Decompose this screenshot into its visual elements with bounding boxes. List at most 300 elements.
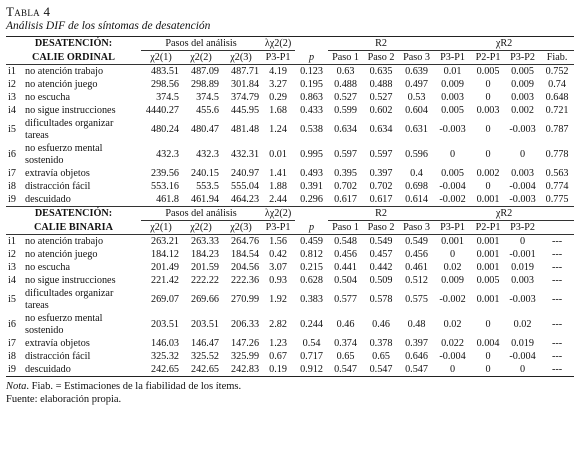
cell-value: 0.005 — [476, 275, 500, 286]
cell-value: 0.614 — [405, 194, 428, 205]
cell-value: 1.56 — [269, 236, 287, 247]
cell-value: 0.639 — [405, 66, 428, 77]
cell-value: 221.42 — [150, 275, 179, 286]
item-label: dificultades organizar tareas — [25, 288, 114, 311]
item-id: i3 — [8, 92, 16, 103]
cell-value: 204.56 — [231, 262, 260, 273]
cell-value: 240.97 — [231, 168, 260, 179]
group-header-lambda: λχ2(2) — [261, 37, 295, 51]
column-header: Paso 2 — [363, 221, 399, 235]
table-row — [6, 78, 574, 91]
table-row — [6, 261, 574, 274]
cell-value: 239.56 — [150, 168, 179, 179]
column-header: P2-P1 — [471, 51, 505, 65]
item-id: i9 — [8, 364, 16, 375]
column-header: Paso 2 — [363, 51, 399, 65]
cell-value: 0.547 — [334, 364, 357, 375]
cell-value: 4440.27 — [145, 105, 179, 116]
cell-value: 0.215 — [300, 262, 323, 273]
cell-value: 445.95 — [231, 105, 260, 116]
column-header: χ2(3) — [221, 221, 261, 235]
cell-value: 1.24 — [269, 123, 287, 135]
cell-value: 146.03 — [150, 338, 179, 349]
table-row — [6, 235, 574, 249]
cell-value: 0.397 — [369, 168, 393, 179]
cell-value: 0 — [485, 364, 491, 375]
cell-value: 0.442 — [369, 262, 393, 273]
group-header-r2: R2 — [328, 37, 434, 51]
cell-value: 0.702 — [369, 181, 393, 192]
cell-value: 0.721 — [545, 105, 569, 116]
cell-value: 553.5 — [196, 181, 219, 192]
cell-value: 184.23 — [190, 249, 219, 260]
cell-value: 0.004 — [476, 338, 500, 349]
cell-value: 0.597 — [334, 148, 357, 160]
table-row — [6, 104, 574, 117]
cell-value: 0.01 — [269, 148, 287, 160]
cell-value: 0.001 — [476, 194, 500, 205]
cell-value: 0.493 — [300, 168, 323, 179]
cell-value: -0.003 — [509, 293, 536, 305]
cell-value: 487.71 — [231, 66, 260, 77]
cell-value: 184.54 — [231, 249, 260, 260]
cell-value: 0.563 — [545, 168, 569, 179]
item-id: i5 — [8, 293, 16, 305]
cell-value: 0.717 — [300, 351, 323, 362]
cell-value: 0.604 — [405, 105, 428, 116]
cell-value: 0.009 — [441, 275, 464, 286]
table-note — [6, 380, 574, 406]
cell-value: 0.628 — [300, 275, 323, 286]
cell-value: 0.635 — [369, 66, 393, 77]
cell-value: -0.002 — [439, 194, 466, 205]
column-header: P3-P1 — [434, 221, 471, 235]
cell-value: 0.003 — [511, 92, 534, 103]
cell-value: 0.456 — [334, 249, 357, 260]
cell-value: 0 — [485, 148, 491, 160]
cell-value: 0.001 — [476, 262, 500, 273]
cell-value: 1.68 — [269, 105, 287, 116]
cell-value: 242.83 — [231, 364, 260, 375]
cell-value: 0.538 — [300, 123, 323, 135]
cell-value: 0.019 — [511, 338, 534, 349]
item-label: distracción fácil — [25, 181, 91, 192]
cell-value: 0.003 — [511, 275, 534, 286]
cell-value: 263.33 — [190, 236, 219, 247]
cell-value: 0.93 — [269, 275, 287, 286]
table-row — [6, 91, 574, 104]
item-label: dificultades organizar tareas — [25, 118, 114, 141]
item-id: i8 — [8, 181, 16, 192]
table-row — [6, 312, 574, 337]
cell-value: 0.02 — [443, 262, 462, 273]
cell-value: 461.94 — [190, 194, 219, 205]
cell-value: 0.42 — [269, 249, 287, 260]
section-header-row — [6, 207, 574, 221]
cell-value: 0.488 — [334, 79, 357, 90]
cell-value: 0.374 — [334, 338, 357, 349]
cell-value: 325.99 — [231, 351, 260, 362]
cell-value: 146.47 — [190, 338, 219, 349]
cell-value: 0.548 — [334, 236, 357, 247]
cell-value: 0.863 — [300, 92, 323, 103]
item-label: no sigue instrucciones — [25, 105, 116, 116]
cell-value: 0.774 — [545, 181, 569, 192]
cell-value: --- — [551, 236, 563, 247]
cell-value: 555.04 — [231, 181, 260, 192]
item-label: extravía objetos — [25, 338, 90, 349]
cell-value: 0.547 — [369, 364, 393, 375]
cell-value: 0.54 — [302, 338, 321, 349]
column-header: χ2(2) — [181, 51, 221, 65]
cell-value: 464.23 — [231, 194, 260, 205]
cell-value: 480.24 — [150, 123, 179, 135]
cell-value: 483.51 — [150, 66, 179, 77]
item-label: distracción fácil — [25, 351, 91, 362]
cell-value: 0.005 — [476, 66, 500, 77]
cell-value: -0.004 — [439, 181, 466, 192]
note-text: . Fiab. = Estimaciones de la fiabilidad de los ítems. — [26, 381, 242, 392]
cell-value: 0 — [449, 249, 456, 260]
cell-value: 1.23 — [269, 338, 287, 349]
cell-value: 0.002 — [511, 105, 534, 116]
cell-value: 0.549 — [405, 236, 428, 247]
cell-value: 0.599 — [334, 105, 357, 116]
section-title: DESATENCIÓN: — [34, 38, 113, 50]
dif-table — [6, 36, 574, 377]
cell-value: 0.48 — [407, 318, 426, 330]
group-header-pasos: Pasos del análisis — [141, 207, 261, 221]
cell-value: 0.005 — [511, 66, 534, 77]
table-row — [6, 337, 574, 350]
cell-value: 432.3 — [196, 148, 219, 160]
item-id: i1 — [8, 66, 16, 77]
cell-value: 0.752 — [545, 66, 569, 77]
cell-value: 0.646 — [405, 351, 428, 362]
cell-value: 553.16 — [150, 181, 179, 192]
cell-value: --- — [551, 293, 563, 305]
cell-value: 0.497 — [405, 79, 428, 90]
cell-value: 0.005 — [441, 168, 464, 179]
cell-value: 325.52 — [190, 351, 219, 362]
item-label: descuidado — [25, 194, 71, 205]
cell-value: 0.74 — [548, 79, 566, 90]
table-row — [6, 117, 574, 142]
column-header: Paso 3 — [399, 221, 434, 235]
cell-value: 0.67 — [269, 351, 287, 362]
cell-value: 301.84 — [231, 79, 260, 90]
group-header-r2: R2 — [328, 207, 434, 221]
item-id: i4 — [8, 275, 16, 286]
cell-value: 0.578 — [369, 293, 393, 305]
column-header: P3-P1 — [261, 51, 295, 65]
cell-value: 0.459 — [300, 236, 323, 247]
cell-value: 269.66 — [190, 293, 219, 305]
cell-value: 0.575 — [405, 293, 428, 305]
cell-value: 0.63 — [336, 66, 355, 77]
cell-value: -0.003 — [509, 123, 536, 135]
cell-value: 4.19 — [269, 66, 287, 77]
cell-value: 240.15 — [190, 168, 219, 179]
item-id: i8 — [8, 351, 16, 362]
group-header-chir2: χR2 — [434, 207, 574, 221]
column-header-row — [6, 51, 574, 65]
cell-value: 0.787 — [545, 123, 569, 135]
cell-value: 0.009 — [511, 79, 534, 90]
cell-value: 0.244 — [300, 318, 323, 330]
cell-value: 0.001 — [476, 249, 500, 260]
cell-value: 0 — [485, 318, 491, 330]
cell-value: 0.02 — [513, 318, 532, 330]
item-label: no atención trabajo — [25, 236, 104, 247]
cell-value: 0 — [485, 351, 491, 362]
cell-value: 0.812 — [300, 249, 323, 260]
item-id: i7 — [8, 338, 16, 349]
cell-value: 242.65 — [190, 364, 219, 375]
table-row — [6, 363, 574, 377]
cell-value: 0.457 — [369, 249, 393, 260]
cell-value: 3.27 — [269, 79, 287, 90]
cell-value: 0.019 — [511, 262, 534, 273]
cell-value: 263.21 — [150, 236, 179, 247]
cell-value: -0.003 — [439, 123, 466, 135]
section-subtitle: CALIE ORDINAL — [6, 51, 141, 65]
cell-value: 0.397 — [405, 338, 428, 349]
cell-value: 0.002 — [476, 168, 500, 179]
cell-value: 0.617 — [369, 194, 393, 205]
cell-value: 374.5 — [196, 92, 219, 103]
item-label: no sigue instrucciones — [25, 275, 116, 286]
item-id: i9 — [8, 194, 16, 205]
group-header-pasos: Pasos del análisis — [141, 37, 261, 51]
cell-value: 0 — [485, 92, 491, 103]
item-label: no atención trabajo — [25, 66, 104, 77]
cell-value: -0.004 — [509, 351, 536, 362]
cell-value: 270.99 — [231, 293, 260, 305]
column-header: p — [295, 51, 328, 65]
cell-value: 0 — [519, 236, 526, 247]
source-line: Fuente: elaboración propia. — [6, 394, 122, 405]
cell-value: 1.88 — [269, 181, 287, 192]
cell-value: 0.46 — [372, 318, 390, 330]
cell-value: 0.01 — [443, 66, 462, 77]
cell-value: 0.003 — [476, 105, 500, 116]
cell-value: 203.51 — [190, 318, 219, 330]
cell-value: 242.65 — [150, 364, 179, 375]
cell-value: 0.698 — [405, 181, 428, 192]
cell-value: 481.48 — [231, 123, 260, 135]
item-label: no esfuerzo mental sostenido — [25, 143, 103, 166]
cell-value: 2.82 — [269, 318, 287, 330]
column-header: Paso 1 — [328, 51, 363, 65]
section-header-row — [6, 37, 574, 51]
cell-value: 0.383 — [300, 293, 323, 305]
group-header-chir2: χR2 — [434, 37, 574, 51]
column-header: Paso 3 — [399, 51, 434, 65]
cell-value: --- — [551, 275, 563, 286]
cell-value: 0.001 — [441, 236, 464, 247]
cell-value: 374.79 — [231, 92, 260, 103]
column-header: χ2(3) — [221, 51, 261, 65]
column-header-row — [6, 221, 574, 235]
cell-value: 0.912 — [300, 364, 323, 375]
column-header: P3-P2 — [505, 51, 540, 65]
cell-value: 0.527 — [369, 92, 393, 103]
cell-value: 222.22 — [190, 275, 219, 286]
item-id: i6 — [8, 148, 16, 160]
cell-value: 0.123 — [300, 66, 323, 77]
section-subtitle: CALIE BINARIA — [6, 221, 141, 235]
item-label: descuidado — [25, 364, 71, 375]
cell-value: 0.65 — [336, 351, 355, 362]
cell-value: 0 — [485, 79, 491, 90]
item-id: i1 — [8, 236, 16, 247]
cell-value: 325.32 — [150, 351, 179, 362]
table-row — [6, 180, 574, 193]
cell-value: 0.53 — [407, 92, 426, 103]
cell-value: 0.504 — [334, 275, 357, 286]
cell-value: 298.56 — [150, 79, 179, 90]
column-header: P2-P1 — [471, 221, 505, 235]
table-row — [6, 248, 574, 261]
cell-value: 0.296 — [300, 194, 323, 205]
cell-value: 201.59 — [190, 262, 219, 273]
table-row — [6, 274, 574, 287]
cell-value: 264.76 — [231, 236, 260, 247]
column-header: p — [295, 221, 328, 235]
cell-value: 0.003 — [511, 168, 534, 179]
cell-value: 0 — [485, 181, 491, 192]
column-header: χ2(2) — [181, 221, 221, 235]
cell-value: 455.6 — [196, 105, 219, 116]
cell-value: 487.09 — [190, 66, 219, 77]
table-row — [6, 193, 574, 207]
cell-value: 0.19 — [269, 364, 287, 375]
cell-value: 1.41 — [269, 168, 287, 179]
cell-value: 0.456 — [405, 249, 428, 260]
table-caption: Análisis DIF de los síntomas de desatención — [6, 20, 211, 32]
column-header: P3-P2 — [505, 221, 540, 235]
cell-value: 0.634 — [334, 123, 357, 135]
cell-value: 0.022 — [441, 338, 464, 349]
cell-value: 2.44 — [269, 194, 287, 205]
cell-value: 0.634 — [369, 123, 393, 135]
cell-value: 0.433 — [300, 105, 323, 116]
group-header-lambda: λχ2(2) — [261, 207, 295, 221]
item-label: no escucha — [25, 262, 70, 273]
column-header: Paso 1 — [328, 221, 363, 235]
cell-value: 298.89 — [190, 79, 219, 90]
cell-value: 0.395 — [334, 168, 357, 179]
item-label: extravía objetos — [25, 168, 90, 179]
item-id: i6 — [8, 318, 16, 330]
cell-value: 0.547 — [405, 364, 428, 375]
cell-value: -0.002 — [439, 293, 466, 305]
cell-value: 0.001 — [476, 236, 500, 247]
cell-value: -0.003 — [509, 194, 536, 205]
cell-value: 0.509 — [369, 275, 393, 286]
cell-value: 432.31 — [231, 148, 260, 160]
column-header: Fiab. — [540, 51, 574, 65]
cell-value: 0.65 — [372, 351, 390, 362]
cell-value: --- — [551, 262, 563, 273]
cell-value: 0.4 — [410, 168, 423, 179]
column-header: χ2(1) — [141, 221, 181, 235]
cell-value: 0 — [449, 364, 456, 375]
cell-value: 0.29 — [269, 92, 287, 103]
cell-value: --- — [551, 318, 563, 330]
cell-value: 0 — [485, 123, 491, 135]
table-row — [6, 142, 574, 167]
column-header: P3-P1 — [261, 221, 295, 235]
cell-value: --- — [551, 249, 563, 260]
note-label: Nota — [6, 381, 27, 392]
cell-value: 0.549 — [369, 236, 393, 247]
cell-value: 0.512 — [405, 275, 428, 286]
cell-value: 0.597 — [369, 148, 393, 160]
cell-value: 0.02 — [443, 318, 462, 330]
item-id: i3 — [8, 262, 16, 273]
cell-value: --- — [551, 351, 563, 362]
table-number: Tabla 4 — [6, 4, 51, 19]
cell-value: -0.001 — [509, 249, 536, 260]
cell-value: 374.5 — [156, 92, 179, 103]
cell-value: 461.8 — [156, 194, 179, 205]
cell-value: 0 — [519, 364, 526, 375]
cell-value: 0.995 — [300, 148, 323, 160]
cell-value: 480.47 — [190, 123, 219, 135]
cell-value: 0.602 — [369, 105, 393, 116]
cell-value: 0.001 — [476, 293, 500, 305]
item-label: no atención juego — [25, 249, 98, 260]
cell-value: 206.33 — [231, 318, 260, 330]
table-row — [6, 167, 574, 180]
cell-value: 0.195 — [300, 79, 323, 90]
cell-value: 432.3 — [156, 148, 179, 160]
item-id: i2 — [8, 249, 16, 260]
cell-value: 203.51 — [150, 318, 179, 330]
cell-value: 269.07 — [150, 293, 179, 305]
item-label: no esfuerzo mental sostenido — [25, 313, 103, 336]
cell-value: 0.775 — [545, 194, 569, 205]
column-header: P3-P1 — [434, 51, 471, 65]
item-id: i7 — [8, 168, 16, 179]
section-title: DESATENCIÓN: — [34, 208, 113, 220]
table-row — [6, 287, 574, 312]
cell-value: 0.441 — [334, 262, 357, 273]
cell-value: 0.596 — [405, 148, 428, 160]
cell-value: 0.488 — [369, 79, 393, 90]
item-id: i5 — [8, 123, 16, 135]
cell-value: 0.005 — [441, 105, 464, 116]
cell-value: 184.12 — [150, 249, 179, 260]
cell-value: 201.49 — [150, 262, 179, 273]
cell-value: 0.003 — [441, 92, 464, 103]
column-header — [540, 221, 574, 235]
table-row — [6, 65, 574, 79]
cell-value: --- — [551, 364, 563, 375]
table-row — [6, 350, 574, 363]
cell-value: 0.617 — [334, 194, 357, 205]
column-header: χ2(1) — [141, 51, 181, 65]
cell-value: 0.391 — [300, 181, 323, 192]
item-label: no escucha — [25, 92, 70, 103]
cell-value: 147.26 — [231, 338, 260, 349]
cell-value: 0.527 — [334, 92, 357, 103]
cell-value: 0.778 — [545, 148, 569, 160]
cell-value: 0.378 — [369, 338, 393, 349]
cell-value: 0.631 — [405, 123, 428, 135]
